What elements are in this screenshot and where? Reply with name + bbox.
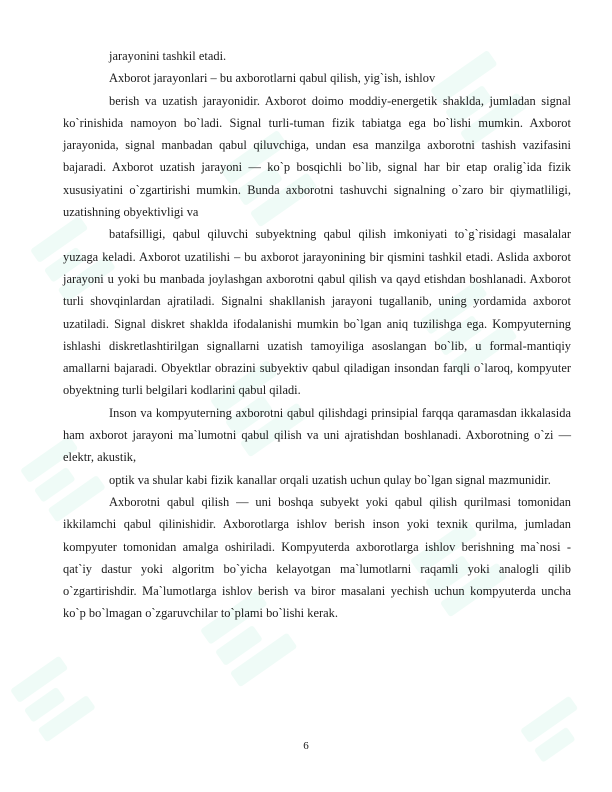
paragraph: Inson va kompyuterning axborotni qabul qilishdagi prinsipial farqqa qaramasdan ikkalasida ham axborot jarayoni ma`lumotni qabul qilish va uni ajratishdan boshlanadi. Axborotning o`zi — elektr, akustik,: [63, 405, 571, 465]
body-text: [63, 45, 571, 625]
page-number: 6: [303, 740, 309, 752]
paragraph: jarayonini tashkil etadi.: [109, 49, 227, 63]
paragraph: Axborotni qabul qilish — uni boshqa subyekt yoki qabul qilish qurilmasi tomonidan ikkilamchi qabul qilinishidir. Axborotlarga ishlov berish inson yoki texnik qurilma, jumladan kompyuter tomonidan amalga oshiriladi. Kompyuterda axborotlarga ishlov berishning ma`nosi - qat`iy dastur yoki algoritm bo`yicha kelayotgan ma`lumotlarni raqamli yoki analogli qilib o`zgartirishdir. Ma`lumotlarga ishlov berish va biror masalani yechish uchun kompyuterda uncha ko`p bo`lmagan o`zgaruvchilar to`plami bo`lishi kerak.: [63, 494, 571, 621]
paragraph: berish va uzatish jarayonidir. Axborot doimo moddiy-energetik shaklda, jumladan signal ko`rinishida namoyon bo`ladi. Signal turli-tuman fizik tabiatga ega bo`lishi mumkin. Axborot jarayonida, signal manbadan qabul qiluvchiga, undan esa manzilga axborotni tashish vazifasini bajaradi. Axborot uzatish jarayoni — ko`p bosqichli bo`lib, signal har bir etap oralig`ida fizik xususiyatini o`zgartirishi mumkin. Bunda axborotni tashuvchi signalning o`zaro bir qiymatliligi, uzatishning obyektivligi va: [63, 93, 571, 220]
paragraph: batafsilligi, qabul qiluvchi subyektning qabul qilish imkoniyati to`g`risidagi masalalar yuzaga keladi. Axborot uzatilishi – bu axborot jarayonining bir qismini tashkil etadi. Aslida axborot jarayoni u yoki bu manbada joylashgan axborotni qabul qilish va qayd etishdan boshlanadi. Axborot turli shovqinlardan ajratiladi. Signalni shakllanish jarayoni tugallanib, uning yordamida axborot uzatiladi. Signal diskret shaklda ifodalanishi mumkin bo`lgan aniq tuzilishga ega. Kompyuterning ishlashi diskretlashtirilgan signallarni uzatish tamoyiliga asoslangan bo`lib, u formal-mantiqiy amallarni bajaradi. Obyektlar obrazini subyektiv qabul qiladigan insondan farqli o`laroq, kompyuter obyektning turli belgilari kodlarini qabul qiladi.: [63, 227, 571, 398]
paragraph: Axborot jarayonlari – bu axborotlarni qabul qilish, yig`ish, ishlov: [109, 71, 436, 86]
paragraph: optik va shular kabi fizik kanallar orqali uzatish uchun qulay bo`lgan signal mazmunidir.: [109, 472, 551, 487]
